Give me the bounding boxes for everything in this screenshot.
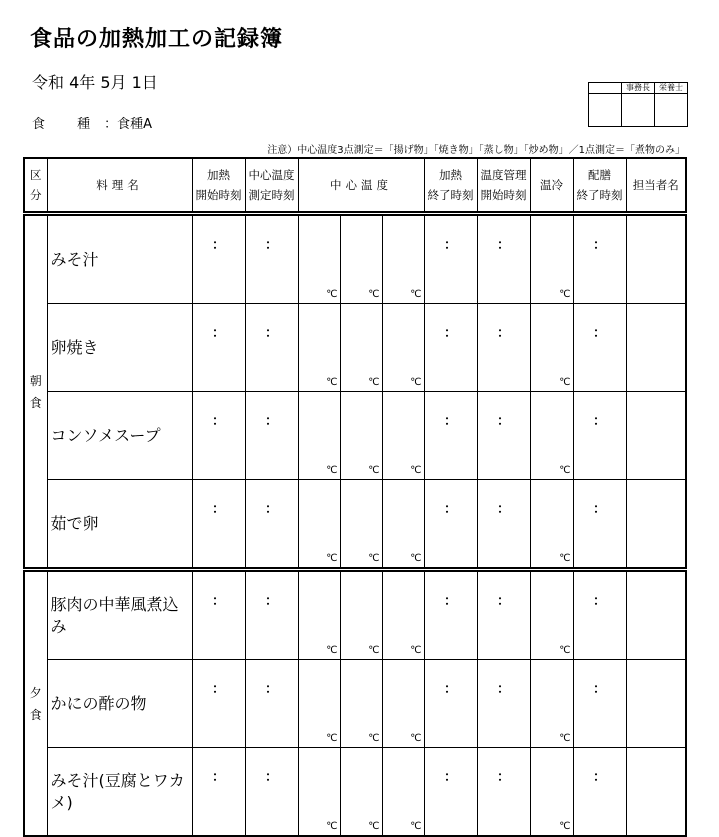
heat-start-time-cell[interactable]: ： (192, 214, 245, 304)
core-temp-cell[interactable]: ℃ (340, 660, 382, 748)
dish-name: かにの酢の物 (47, 660, 192, 748)
serve-end-time-cell[interactable]: ： (573, 214, 626, 304)
core-temp-cell[interactable]: ℃ (382, 748, 424, 837)
heat-start-time-cell[interactable]: ： (192, 392, 245, 480)
heat-start-time-cell[interactable]: ： (192, 570, 245, 660)
core-temp-cell[interactable]: ℃ (340, 480, 382, 570)
core-temp-cell[interactable]: ℃ (382, 660, 424, 748)
staff-name-cell[interactable] (626, 660, 686, 748)
serve-end-time-cell[interactable]: ： (573, 480, 626, 570)
core-temp-cell[interactable]: ℃ (298, 660, 340, 748)
dish-name: コンソメスープ (47, 392, 192, 480)
staff-name-cell[interactable] (626, 748, 686, 837)
dish-name: 茹で卵 (47, 480, 192, 570)
core-temp-cell[interactable]: ℃ (340, 214, 382, 304)
temp-mgmt-start-cell[interactable]: ： (477, 660, 530, 748)
col-dish: 料理名 (47, 158, 192, 214)
warm-cold-temp-cell[interactable]: ℃ (530, 214, 573, 304)
dish-name: みそ汁(豆腐とワカメ) (47, 748, 192, 837)
section-label: 夕 食 (24, 570, 47, 837)
heat-start-time-cell[interactable]: ： (192, 660, 245, 748)
core-temp-cell[interactable]: ℃ (298, 304, 340, 392)
warm-cold-temp-cell[interactable]: ℃ (530, 392, 573, 480)
stamp-empty-header (589, 83, 622, 94)
core-temp-cell[interactable]: ℃ (382, 480, 424, 570)
warm-cold-temp-cell[interactable]: ℃ (530, 660, 573, 748)
table-row (24, 304, 686, 392)
col-temp-mgmt: 温度管理 開始時刻 (477, 158, 530, 214)
table-row (24, 570, 686, 660)
core-temp-cell[interactable]: ℃ (382, 570, 424, 660)
staff-name-cell[interactable] (626, 304, 686, 392)
stamp-cell[interactable] (622, 94, 655, 127)
col-kubun: 区 分 (24, 158, 47, 214)
warm-cold-temp-cell[interactable]: ℃ (530, 748, 573, 837)
core-temp-cell[interactable]: ℃ (298, 214, 340, 304)
core-temp-cell[interactable]: ℃ (298, 748, 340, 837)
warm-cold-temp-cell[interactable]: ℃ (530, 304, 573, 392)
warm-cold-temp-cell[interactable]: ℃ (530, 480, 573, 570)
temp-mgmt-start-cell[interactable]: ： (477, 748, 530, 837)
stamp-cell[interactable] (655, 94, 688, 127)
heat-end-time-cell[interactable]: ： (424, 304, 477, 392)
core-temp-cell[interactable]: ℃ (340, 304, 382, 392)
core-temp-cell[interactable]: ℃ (298, 570, 340, 660)
stamp-header-office-manager: 事務長 (622, 83, 655, 94)
serve-end-time-cell[interactable]: ： (573, 570, 626, 660)
temp-mgmt-start-cell[interactable]: ： (477, 480, 530, 570)
header-row (24, 158, 686, 214)
temp-mgmt-start-cell[interactable]: ： (477, 570, 530, 660)
core-measure-time-cell[interactable]: ： (245, 304, 298, 392)
core-measure-time-cell[interactable]: ： (245, 660, 298, 748)
staff-name-cell[interactable] (626, 480, 686, 570)
serve-end-time-cell[interactable]: ： (573, 660, 626, 748)
core-temp-cell[interactable]: ℃ (340, 570, 382, 660)
serve-end-time-cell[interactable]: ： (573, 748, 626, 837)
approval-stamp-box (588, 82, 688, 127)
record-date: 令和 4年 5月 1日 (32, 73, 158, 92)
col-warm-cold: 温冷 (530, 158, 573, 214)
heat-end-time-cell[interactable]: ： (424, 748, 477, 837)
col-staff: 担当者名 (626, 158, 686, 214)
table-body (24, 214, 686, 837)
table-row (24, 748, 686, 837)
col-heat-end: 加熱 終了時刻 (424, 158, 477, 214)
warm-cold-temp-cell[interactable]: ℃ (530, 570, 573, 660)
core-measure-time-cell[interactable]: ： (245, 392, 298, 480)
core-temp-cell[interactable]: ℃ (298, 392, 340, 480)
table-row (24, 480, 686, 570)
core-measure-time-cell[interactable]: ： (245, 748, 298, 837)
table-row (24, 392, 686, 480)
dish-name: 豚肉の中華風煮込み (47, 570, 192, 660)
dish-name: みそ汁 (47, 214, 192, 304)
page-title: 食品の加熱加工の記録簿 (30, 27, 284, 52)
staff-name-cell[interactable] (626, 570, 686, 660)
heat-end-time-cell[interactable]: ： (424, 214, 477, 304)
serve-end-time-cell[interactable]: ： (573, 304, 626, 392)
col-core-time: 中心温度 測定時刻 (245, 158, 298, 214)
heat-start-time-cell[interactable]: ： (192, 748, 245, 837)
food-type-label: 食 種 (32, 117, 105, 132)
heat-end-time-cell[interactable]: ： (424, 392, 477, 480)
col-serve-end: 配膳 終了時刻 (573, 158, 626, 214)
section-label: 朝 食 (24, 214, 47, 570)
serve-end-time-cell[interactable]: ： (573, 392, 626, 480)
core-measure-time-cell[interactable]: ： (245, 570, 298, 660)
stamp-cell[interactable] (589, 94, 622, 127)
temp-mgmt-start-cell[interactable]: ： (477, 304, 530, 392)
core-temp-cell[interactable]: ℃ (382, 392, 424, 480)
temp-mgmt-start-cell[interactable]: ： (477, 214, 530, 304)
core-temp-cell[interactable]: ℃ (382, 304, 424, 392)
staff-name-cell[interactable] (626, 392, 686, 480)
col-heat-start: 加熱 開始時刻 (192, 158, 245, 214)
staff-name-cell[interactable] (626, 214, 686, 304)
table-row (24, 660, 686, 748)
core-temp-cell[interactable]: ℃ (340, 748, 382, 837)
heat-start-time-cell[interactable]: ： (192, 304, 245, 392)
core-temp-cell[interactable]: ℃ (340, 392, 382, 480)
measurement-note: 注意）中心温度3点測定＝「揚げ物」「焼き物」「蒸し物」「炒め物」／1点測定＝「煮物のみ」 (267, 145, 685, 156)
temp-mgmt-start-cell[interactable]: ： (477, 392, 530, 480)
heat-start-time-cell[interactable]: ： (192, 480, 245, 570)
heating-record-table (23, 157, 687, 837)
col-core-temp: 中心温度 (298, 158, 424, 214)
food-type-value: ：食種A (104, 117, 153, 132)
heat-end-time-cell[interactable]: ： (424, 660, 477, 748)
core-measure-time-cell[interactable]: ： (245, 480, 298, 570)
food-type (32, 113, 152, 132)
core-measure-time-cell[interactable]: ： (245, 214, 298, 304)
heat-end-time-cell[interactable]: ： (424, 570, 477, 660)
stamp-header-dietitian: 栄養士 (655, 83, 688, 94)
table-row (24, 214, 686, 304)
heat-end-time-cell[interactable]: ： (424, 480, 477, 570)
core-temp-cell[interactable]: ℃ (382, 214, 424, 304)
core-temp-cell[interactable]: ℃ (298, 480, 340, 570)
dish-name: 卵焼き (47, 304, 192, 392)
